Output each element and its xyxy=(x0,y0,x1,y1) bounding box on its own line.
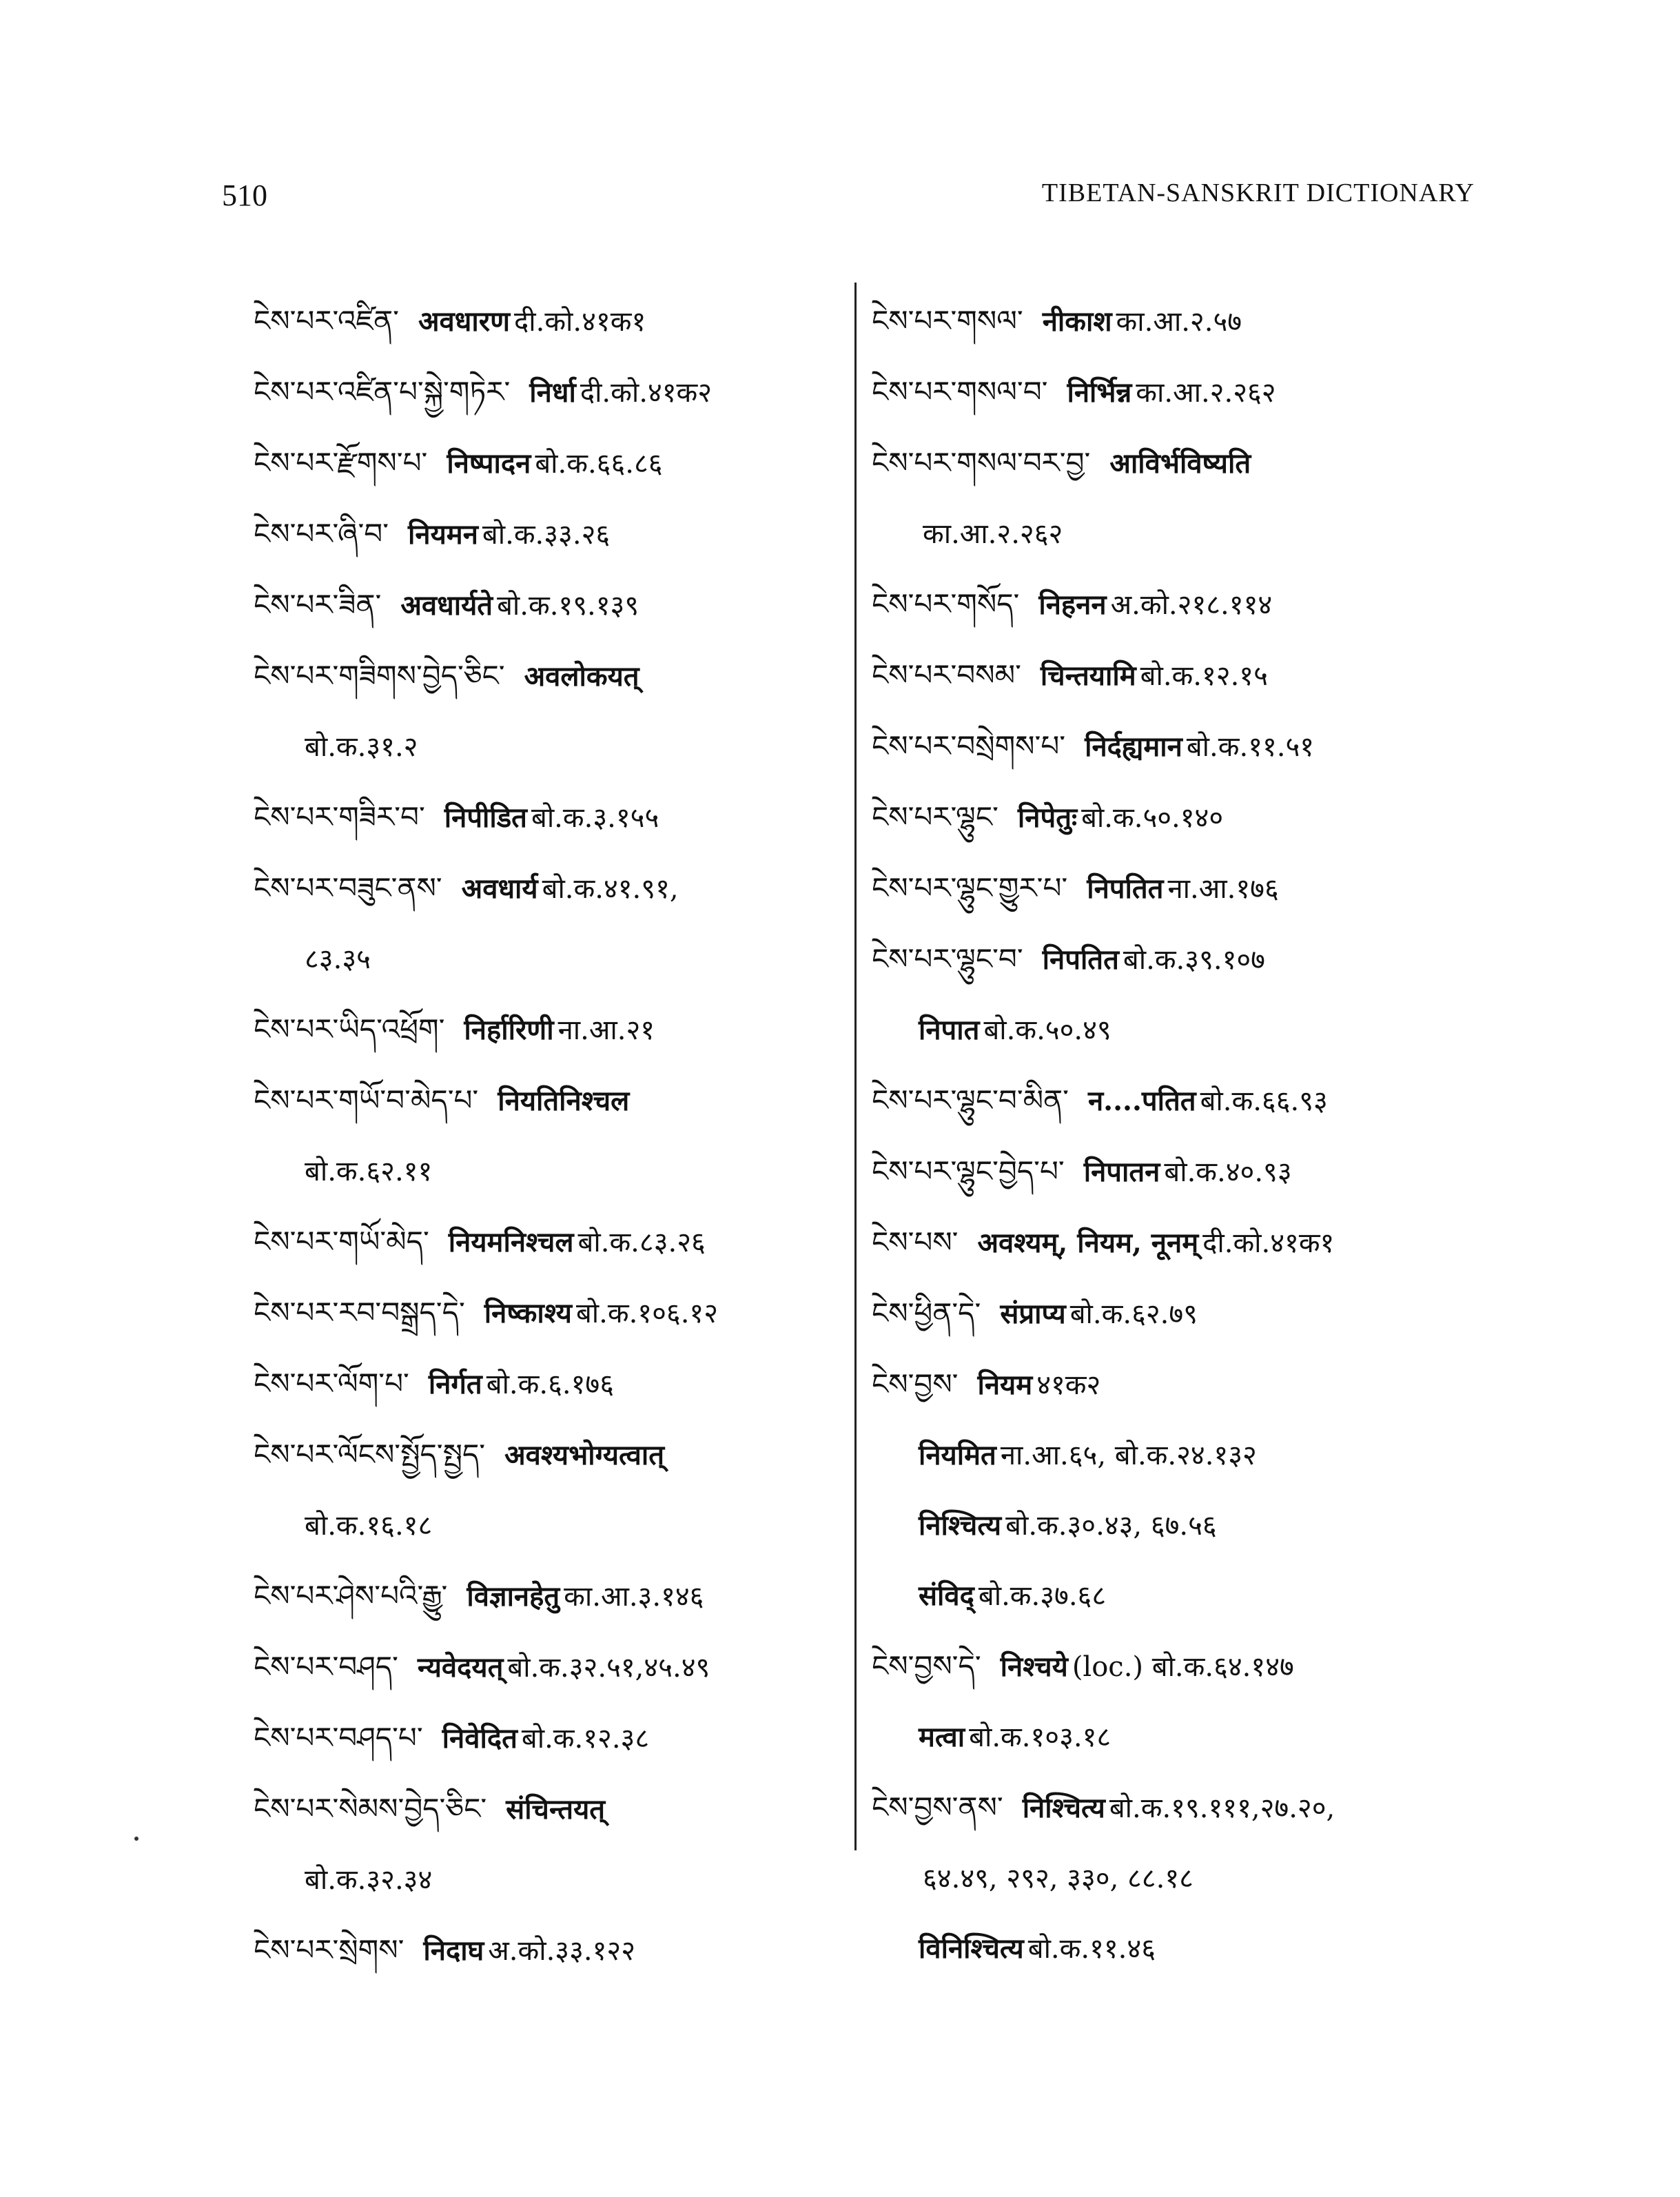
sanskrit-equivalent: निहनन xyxy=(1038,589,1107,621)
source-reference: बो.क.६६.८६ xyxy=(535,448,663,480)
source-reference: बो.क.१२.३८ xyxy=(521,1723,650,1755)
scan-speck xyxy=(134,1837,139,1841)
tibetan-headword: ངེས་ཕྱིན་དེ་ xyxy=(872,1296,981,1330)
right-column xyxy=(872,286,1492,1984)
tibetan-headword: ངེས་པར་གསལ་བར་བྱ་ xyxy=(872,446,1091,480)
dictionary-entry xyxy=(872,428,1492,499)
sanskrit-equivalent: अवश्यम्, नियम, नूनम् xyxy=(977,1227,1199,1259)
tibetan-headword: ངེས་པར་སྲེགས་ xyxy=(254,1933,404,1967)
sanskrit-equivalent: नियमित xyxy=(919,1439,996,1471)
source-reference: बो.क.१०३.१८ xyxy=(969,1721,1112,1753)
sanskrit-equivalent: चिन्तयामि xyxy=(1040,660,1136,692)
dictionary-entry xyxy=(872,711,1492,782)
sanskrit-equivalent: अवधार्य xyxy=(461,872,538,905)
dictionary-entry xyxy=(872,1631,1492,1702)
tibetan-headword: ངེས་པར་འཛིན་ xyxy=(254,304,399,338)
source-reference: बो.क.५०.४९ xyxy=(983,1014,1112,1046)
source-reference: बो.क.३९.१०७ xyxy=(1123,944,1265,976)
dictionary-entry xyxy=(254,1065,846,1136)
sanskrit-equivalent: निर्भिन्न xyxy=(1067,376,1132,409)
tibetan-headword: ངེས་པར་གཡོ་མེད་ xyxy=(254,1225,429,1258)
sanskrit-equivalent: न्यवेदयत् xyxy=(417,1651,504,1684)
entry-continuation xyxy=(254,1491,846,1561)
sanskrit-equivalent: विज्ञानहेतु xyxy=(467,1580,560,1613)
source-reference: बो.क.६२.७९ xyxy=(1069,1298,1198,1330)
source-reference: दी.को.४१क१ xyxy=(514,306,646,338)
sanskrit-equivalent: नियमनिश्चल xyxy=(448,1226,574,1258)
sanskrit-equivalent: निश्चित्य xyxy=(1022,1792,1105,1824)
sanskrit-equivalent: निपीडित xyxy=(444,801,527,834)
source-reference: ना.आ.६५, बो.क.२४.१३२ xyxy=(1000,1440,1257,1471)
tibetan-headword: ངེས་པར་བསྲེགས་པ་ xyxy=(872,729,1066,763)
entry-continuation xyxy=(872,1843,1492,1914)
tibetan-headword: ངེས་བྱས་དེ་ xyxy=(872,1649,981,1683)
source-reference: बो.क.६.१७६ xyxy=(486,1369,614,1400)
source-reference: बो.क.३२.३४ xyxy=(305,1864,433,1896)
tibetan-headword: ངེས་པར་ལོངས་སྤྱོད་སྤྱད་ xyxy=(254,1438,486,1471)
dictionary-entry xyxy=(254,1420,846,1491)
dictionary-entry xyxy=(872,1065,1492,1136)
source-reference: का.आ.२.२६२ xyxy=(923,518,1063,550)
sanskrit-equivalent: निष्पादन xyxy=(447,447,531,480)
source-reference: का.आ.२.५७ xyxy=(1116,306,1242,338)
dictionary-entry xyxy=(254,1703,846,1774)
entry-continuation xyxy=(872,1914,1492,1984)
sanskrit-equivalent: मत्वा xyxy=(919,1721,965,1753)
dictionary-entry xyxy=(254,1632,846,1703)
sanskrit-equivalent: नीकाश xyxy=(1042,305,1112,338)
dictionary-entry xyxy=(254,1915,846,1986)
dictionary-entry xyxy=(872,782,1492,853)
dictionary-entry xyxy=(254,853,846,924)
sanskrit-equivalent: अवलोकयत् xyxy=(524,660,639,693)
source-reference: का.आ.२.२६२ xyxy=(1136,377,1276,409)
tibetan-headword: ངེས་པར་སེམས་བྱེད་ཅིང་ xyxy=(254,1792,487,1826)
tibetan-headword: ངེས་བྱས་ xyxy=(872,1367,959,1401)
tibetan-headword: ངེས་པར་ཟིན་ xyxy=(254,588,382,622)
source-reference: बो.क.११.५१ xyxy=(1186,731,1315,763)
source-reference: बो.क.३३.२६ xyxy=(482,519,611,551)
source-reference: बो.क.४१.९१, xyxy=(542,873,679,905)
source-reference: बो.क.१६.१८ xyxy=(305,1510,433,1542)
source-reference: अ.को.२१८.११४ xyxy=(1110,589,1273,621)
sanskrit-equivalent: निर्धा xyxy=(529,376,576,409)
entry-continuation xyxy=(254,1136,846,1207)
dictionary-entry xyxy=(254,1349,846,1420)
sanskrit-equivalent: निपतित xyxy=(1087,872,1164,905)
sanskrit-equivalent: न....पतित xyxy=(1087,1085,1196,1117)
source-reference: (loc.) बो.क.६४.१४७ xyxy=(1072,1651,1294,1683)
dictionary-entry xyxy=(254,357,846,428)
page-number: 510 xyxy=(222,178,267,212)
tibetan-headword: ངེས་པར་བཟུང་ནས་ xyxy=(254,871,442,905)
dictionary-entry xyxy=(254,570,846,641)
dictionary-entry xyxy=(254,1278,846,1349)
entry-continuation xyxy=(254,924,846,994)
source-reference: बो.क.३१.२ xyxy=(305,731,418,763)
source-reference: अ.को.३३.१२२ xyxy=(488,1935,636,1967)
dictionary-entry xyxy=(872,286,1492,357)
source-reference: बो.क.४०.९३ xyxy=(1164,1156,1292,1188)
dictionary-entry xyxy=(254,1774,846,1845)
left-column xyxy=(254,286,846,1986)
dictionary-entry xyxy=(872,853,1492,924)
tibetan-headword: ངེས་བྱས་ནས་ xyxy=(872,1790,1003,1824)
sanskrit-equivalent: अवश्यभोग्यत्वात् xyxy=(504,1439,665,1471)
sanskrit-equivalent: नियमन xyxy=(408,518,478,551)
tibetan-headword: ངེས་པར་བསམ་ xyxy=(872,658,1021,692)
tibetan-headword: ངེས་པར་ལྷུང་གྱུར་པ་ xyxy=(872,871,1068,905)
source-reference: बो.क.६६.९३ xyxy=(1200,1085,1328,1117)
source-reference: बो.क.८३.२६ xyxy=(577,1227,706,1258)
dictionary-entry xyxy=(872,569,1492,640)
tibetan-headword: ངེས་པར་བཤད་ xyxy=(254,1650,398,1684)
entry-continuation xyxy=(254,1845,846,1915)
tibetan-headword: ངེས་པར་གསོད་ xyxy=(872,587,1020,621)
entry-continuation xyxy=(872,499,1492,569)
entry-continuation xyxy=(872,1420,1492,1491)
dictionary-entry xyxy=(254,1207,846,1278)
dictionary-entry xyxy=(254,994,846,1065)
source-reference: बो.क.१२.१५ xyxy=(1140,660,1268,692)
sanskrit-equivalent: निपात xyxy=(919,1014,980,1046)
tibetan-headword: ངེས་པར་གཡོ་བ་མེད་པ་ xyxy=(254,1083,479,1117)
tibetan-headword: ངེས་པས་ xyxy=(872,1225,959,1259)
dictionary-entry xyxy=(254,286,846,357)
sanskrit-equivalent: निपातन xyxy=(1083,1156,1160,1188)
sanskrit-equivalent: नियतिनिश्चल xyxy=(498,1085,630,1117)
sanskrit-equivalent: निवेदित xyxy=(442,1722,518,1755)
tibetan-headword: ངེས་པར་ལྷུང་བ་མིན་ xyxy=(872,1083,1069,1117)
source-reference: दी.को.४१क१ xyxy=(1202,1227,1335,1259)
tibetan-headword: ངེས་པར་གཟིགས་བྱེད་ཅིང་ xyxy=(254,659,505,693)
sanskrit-equivalent: निश्चये xyxy=(1000,1651,1068,1683)
tibetan-headword: ངེས་པར་ལྷུང་ xyxy=(872,800,998,834)
sanskrit-equivalent: विनिश्चित्य xyxy=(919,1932,1024,1965)
dictionary-entry xyxy=(872,1136,1492,1207)
source-reference: बो.क.११.४६ xyxy=(1027,1933,1156,1965)
entry-continuation xyxy=(872,1561,1492,1631)
source-reference: बो.क.५०.१४० xyxy=(1081,802,1224,834)
sanskrit-equivalent: अवधारण xyxy=(418,305,511,338)
source-reference: ना.आ.२१ xyxy=(557,1014,655,1046)
tibetan-headword: ངེས་པར་ཤེས་པའི་རྒྱུ་ xyxy=(254,1579,448,1613)
sanskrit-equivalent: संविद् xyxy=(919,1580,974,1612)
source-reference: बो.क.६२.११ xyxy=(305,1156,433,1187)
source-reference: ८३.३५ xyxy=(305,943,371,975)
source-reference: दी.को.४१क२ xyxy=(580,377,713,409)
sanskrit-equivalent: संचिन्तयत् xyxy=(506,1793,606,1826)
tibetan-headword: ངེས་པར་ལྷུང་བ་ xyxy=(872,942,1023,976)
dictionary-entry xyxy=(872,1772,1492,1843)
source-reference: ना.आ.१७६ xyxy=(1167,873,1279,905)
entry-continuation xyxy=(872,995,1492,1065)
dictionary-entry xyxy=(872,357,1492,428)
entry-continuation xyxy=(872,1491,1492,1561)
tibetan-headword: ངེས་པར་ཡིད་འཕྲོག་ xyxy=(254,1012,445,1046)
tibetan-headword: ངེས་པར་རྫོགས་པ་ xyxy=(254,446,428,480)
dictionary-entry xyxy=(254,782,846,853)
dictionary-entry xyxy=(872,1278,1492,1349)
column-divider xyxy=(854,283,857,1850)
dictionary-entry xyxy=(872,1349,1492,1420)
tibetan-headword: ངེས་པར་རབ་བསྒྲད་དེ་ xyxy=(254,1296,465,1329)
running-head: TIBETAN-SANSKRIT DICTIONARY xyxy=(1041,178,1475,207)
sanskrit-equivalent: निपतित xyxy=(1042,943,1119,976)
entry-continuation xyxy=(872,1702,1492,1772)
source-reference: ६४.४९, २९२, ३३०, ८८.१८ xyxy=(923,1863,1194,1894)
sanskrit-equivalent: नियम xyxy=(977,1369,1033,1401)
tibetan-headword: ངེས་པར་བཤད་པ་ xyxy=(254,1721,423,1755)
sanskrit-equivalent: निष्काश्य xyxy=(484,1297,572,1329)
source-reference: बो.क.३७.६८ xyxy=(978,1580,1107,1612)
sanskrit-equivalent: निश्चित्य xyxy=(919,1509,1002,1542)
tibetan-headword: ངེས་པར་ལོག་པ་ xyxy=(254,1367,409,1400)
sanskrit-equivalent: आविर्भविष्यति xyxy=(1109,447,1251,480)
dictionary-entry xyxy=(254,641,846,712)
tibetan-headword: ངེས་པར་འཛིན་པ་སྐྱེ་གཏེར་ xyxy=(254,375,511,409)
source-reference: बो.क.१०६.१२ xyxy=(575,1298,719,1329)
sanskrit-equivalent: निर्हारिणी xyxy=(464,1014,554,1046)
entry-continuation xyxy=(254,712,846,782)
source-reference: बो.क.३२.५१,४५.४९ xyxy=(507,1652,710,1684)
source-reference: बो.क.३०.४३, ६७.५६ xyxy=(1005,1510,1217,1542)
tibetan-headword: ངེས་པར་གསལ་བ་ xyxy=(872,375,1048,409)
source-reference: बो.क.३.१५५ xyxy=(531,802,659,834)
source-reference: का.आ.३.१४६ xyxy=(564,1581,704,1613)
tibetan-headword: ངེས་པར་གསལ་ xyxy=(872,304,1023,338)
dictionary-entry xyxy=(872,924,1492,995)
sanskrit-equivalent: निपेतुः xyxy=(1017,801,1078,834)
dictionary-entry xyxy=(254,499,846,570)
dictionary-entry xyxy=(872,640,1492,711)
dictionary-entry xyxy=(254,428,846,499)
sanskrit-equivalent: निर्दह्यमान xyxy=(1085,730,1182,763)
tibetan-headword: ངེས་པར་ལྷུང་བྱེད་པ་ xyxy=(872,1154,1065,1188)
dictionary-entry xyxy=(254,1561,846,1632)
tibetan-headword: ངེས་པར་ཞི་བ་ xyxy=(254,517,389,551)
tibetan-headword: ངེས་པར་གཟིར་བ་ xyxy=(254,800,425,834)
source-reference: बो.क.१९.१११,२७.२०, xyxy=(1109,1792,1335,1824)
sanskrit-equivalent: संप्राप्य xyxy=(1000,1298,1066,1330)
sanskrit-equivalent: निदाघ xyxy=(423,1934,484,1967)
source-reference: बो.क.१९.१३९ xyxy=(497,590,639,622)
source-reference: ४१क२ xyxy=(1036,1369,1101,1401)
dictionary-entry xyxy=(872,1207,1492,1278)
sanskrit-equivalent: अवधार्यते xyxy=(400,589,493,622)
sanskrit-equivalent: निर्गत xyxy=(428,1368,482,1400)
